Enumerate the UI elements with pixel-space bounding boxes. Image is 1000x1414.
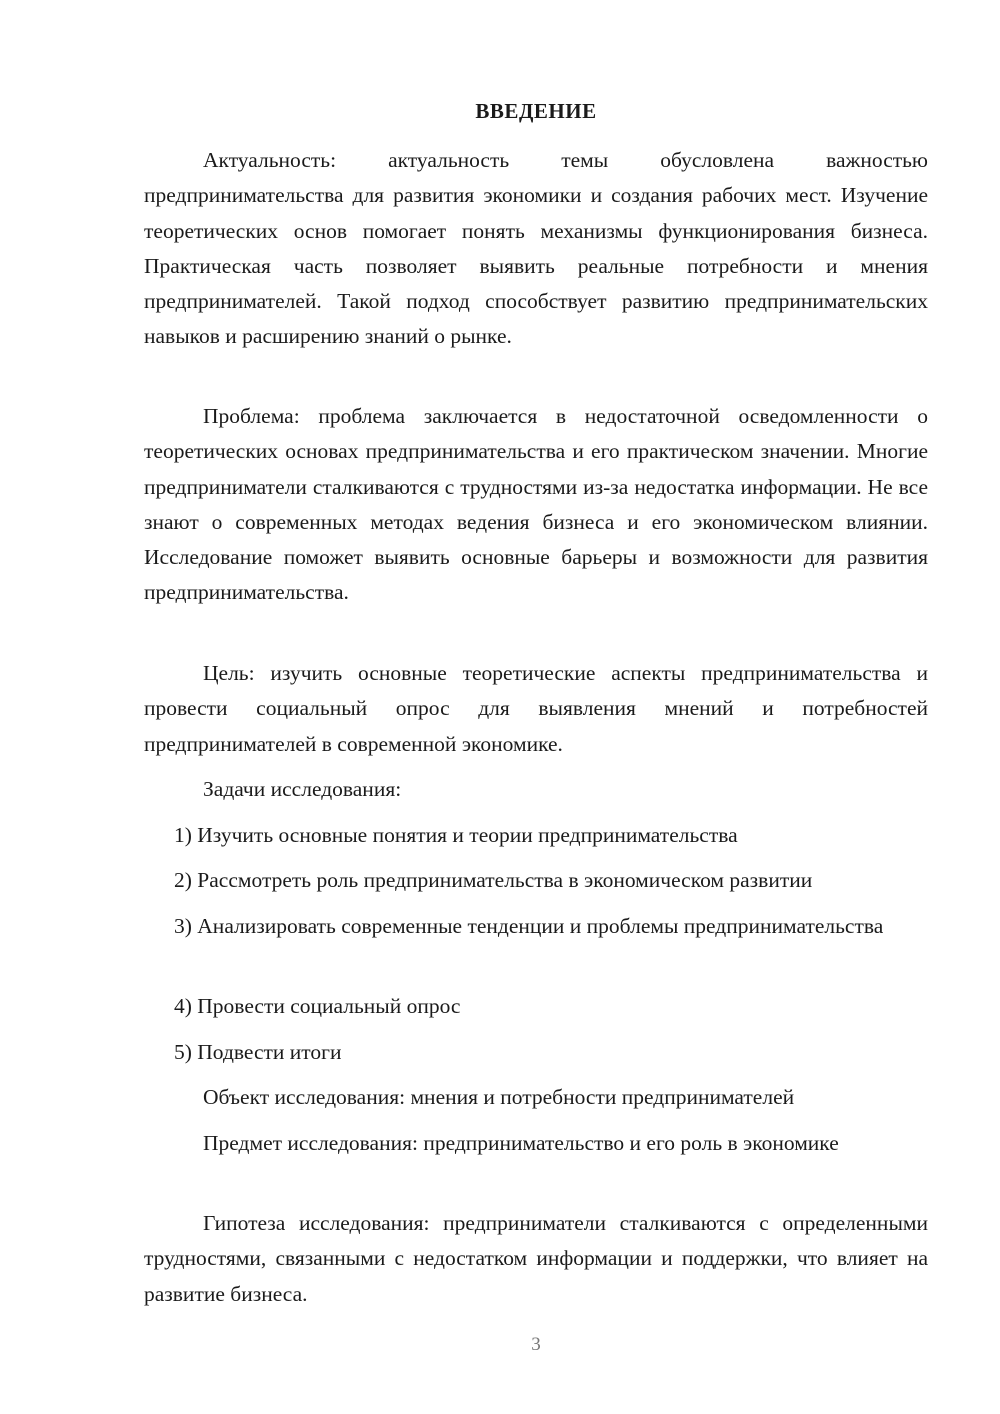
task-item-4: 4) Провести социальный опрос (174, 994, 461, 1018)
paragraph-object: Объект исследования: мнения и потребности предпринимателей (203, 1085, 795, 1109)
paragraph-subject: Предмет исследования: предпринимательство и его роль в экономике (203, 1131, 839, 1155)
paragraph-goal: Цель: изучить основные теоретические аспекты предпринимательства и провести социальный опрос для выявления мнений и потребностей предпринимателей в современной экономике. (144, 661, 928, 756)
paragraph-problem: Проблема: проблема заключается в недостаточной осведомленности о теоретических основах предпринимательства и его практическом значении. Многие предприниматели сталкиваются с трудностями из-за недостатка информации. Не все знают о современных методах ведения бизнеса и его экономическом влиянии. Исследование поможет выявить основные барьеры и возможности для развития предпринимательства. (144, 404, 928, 605)
task-item-5: 5) Подвести итоги (174, 1040, 342, 1064)
page-title: ВВЕДЕНИЕ (475, 99, 597, 123)
tasks-heading: Задачи исследования: (203, 777, 402, 801)
task-item-3: 3) Анализировать современные тенденции и проблемы предпринимательства (174, 914, 884, 938)
task-item-2: 2) Рассмотреть роль предпринимательства в экономическом развитии (174, 868, 813, 892)
task-item-1: 1) Изучить основные понятия и теории предпринимательства (174, 823, 738, 847)
page-number: 3 (531, 1334, 541, 1355)
paragraph-hypothesis: Гипотеза исследования: предприниматели сталкиваются с определенными трудностями, связанными с недостатком информации и поддержки, что влияет на развитие бизнеса. (144, 1211, 928, 1306)
paragraph-relevance: Актуальность: актуальность темы обусловлена важностью предпринимательства для развития экономики и создания рабочих мест. Изучение теоретических основ помогает понять механизмы функционирования бизнеса. Практическая часть позволяет выявить реальные потребности и мнения предпринимателей. Такой подход способствует развитию предпринимательских навыков и расширению знаний о рынке. (144, 148, 928, 349)
